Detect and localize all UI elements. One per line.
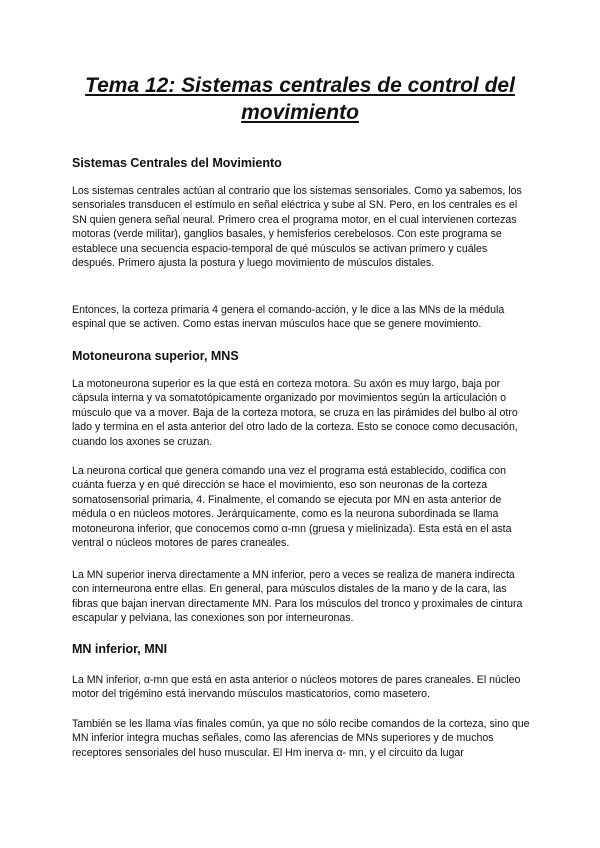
document-title [60,72,540,126]
section-heading: Motoneurona superior, MNS [72,349,239,363]
paragraph: Los sistemas centrales actúan al contrario que los sistemas sensoriales. Como ya sabemos, los sensoriales transducen el estímulo en señal eléctrica y sube al SN. Pero, en los centrales es el SN quien genera señal neural. Primero crea el programa motor, en el cual intervienen cortezas motoras (verde militar), ganglios basales, y hemisferios cerebelosos. Con este programa se establece una secuencia espacio-temporal de qué músculos se activan primero y cuáles después. Primero ajusta la postura y luego movimiento de músculos distales. [72,185,522,270]
section-heading: Sistemas Centrales del Movimiento [72,156,282,170]
paragraph: También se les llama vías finales común, ya que no sólo recibe comandos de la corteza, sino que MN inferior integra muchas señales, como las aferencias de MNs superiores y de muchos receptores sensoriales del huso muscular. El Hm inerva α- mn, y el circuito da lugar [72,718,530,759]
paragraph: Entonces, la corteza primaria 4 genera el comando-acción, y le dice a las MNs de la médula espinal que se activen. Como estas inervan músculos hace que se genere movimiento. [72,304,505,331]
title-line-1: Tema 12: Sistemas centrales de control del [85,74,515,97]
paragraph: La MN superior inerva directamente a MN inferior, pero a veces se realiza de manera indirecta con interneurona entre ellas. En general, para músculos distales de la mano y de la cara, las fibras que bajan inervan directamente MN. Para los músculos del tronco y proximales de cintura escapular y pelviana, las conexiones son por interneuronas. [72,569,523,625]
title-line-2: movimiento [241,101,359,124]
paragraph: La motoneurona superior es la que está en corteza motora. Su axón es muy largo, baja por cápsula interna y va somatotópicamente organizado por movimientos según la articulación o músculo que va a mover. Baja de la corteza motora, se cruza en las pirámides del bulbo al otro lado y termina en el asta anterior del otro lado de la corteza. Esto se conoce como decusación, cuando los axones se cruzan. [72,378,518,448]
section-heading: MN inferior, MNI [72,642,168,656]
paragraph: La MN inferior, α-mn que está en asta anterior o núcleos motores de pares craneales. El núcleo motor del trigémino está inervando músculos masticatorios, como masetero. [72,674,521,701]
paragraph: La neurona cortical que genera comando una vez el programa está establecido, codifica con cuánta fuerza y en qué dirección se hace el movimiento, eso son neuronas de la corteza somatosensorial primaria, 4. Finalmente, el comando se ejecuta por MN en asta anterior de médula o en núcleos motores. Jerárquicamente, como es la neurona subordinada se llama motoneurona inferior, que conocemos como α-mn (gruesa y mielinizada). Esta está en el asta ventral o núcleos motores de pares craneales. [72,465,512,550]
